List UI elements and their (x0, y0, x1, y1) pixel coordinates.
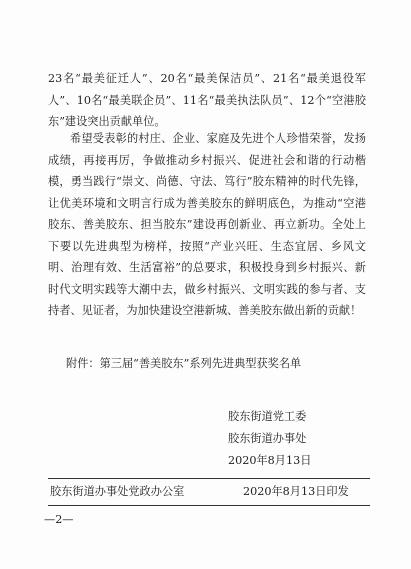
footer-print-date: 2020年8月13日印发 (243, 485, 349, 498)
signature-office: 胶东街道办事处 (228, 432, 307, 445)
body-paragraph-2: 希望受表彰的村庄、企业、家庭及先进个人珍惜荣誉，发扬成绩，再接再厉，争做推动乡村振兴、促进社会和谐的行动楷模，勇当践行“崇文、尚德、守法、笃行”胶东精神的时代先锋，让优美环境和文明言行成为善美胶东的鲜明底色，为推动“空港胶东、善美胶东、担当胶东”建设再创新业、再立新功。全处上下要以先进典型为榜样，按照“产业兴旺、生态宜居、乡风文明、治理有效、生活富裕”的总要求，积极投身到乡村振兴、新时代文明实践等大潮中去，做乡村振兴、文明实践的参与者、支持者、见证者，为加快建设空港新城、善美胶东做出新的贡献！ (48, 132, 366, 317)
body-paragraph-1: 23名“最美征迁人”、20名“最美保洁员”、21名“最美退役军人”、10名“最美联企员”、11名“最美执法队员”、12个“空港胶东”建设突出贡献单位。 (48, 72, 366, 128)
signature-date: 2020年8月13日 (228, 454, 312, 467)
page-number: —2— (44, 513, 74, 526)
footer-issuer: 胶东街道办事处党政办公室 (50, 485, 185, 498)
attachment-note: 附件：第三届“善美胶东”系列先进典型获奖名单 (66, 357, 302, 370)
signature-party-committee: 胶东街道党工委 (228, 410, 307, 423)
footer-bottom-rule (48, 505, 370, 506)
footer-top-rule (48, 478, 370, 479)
